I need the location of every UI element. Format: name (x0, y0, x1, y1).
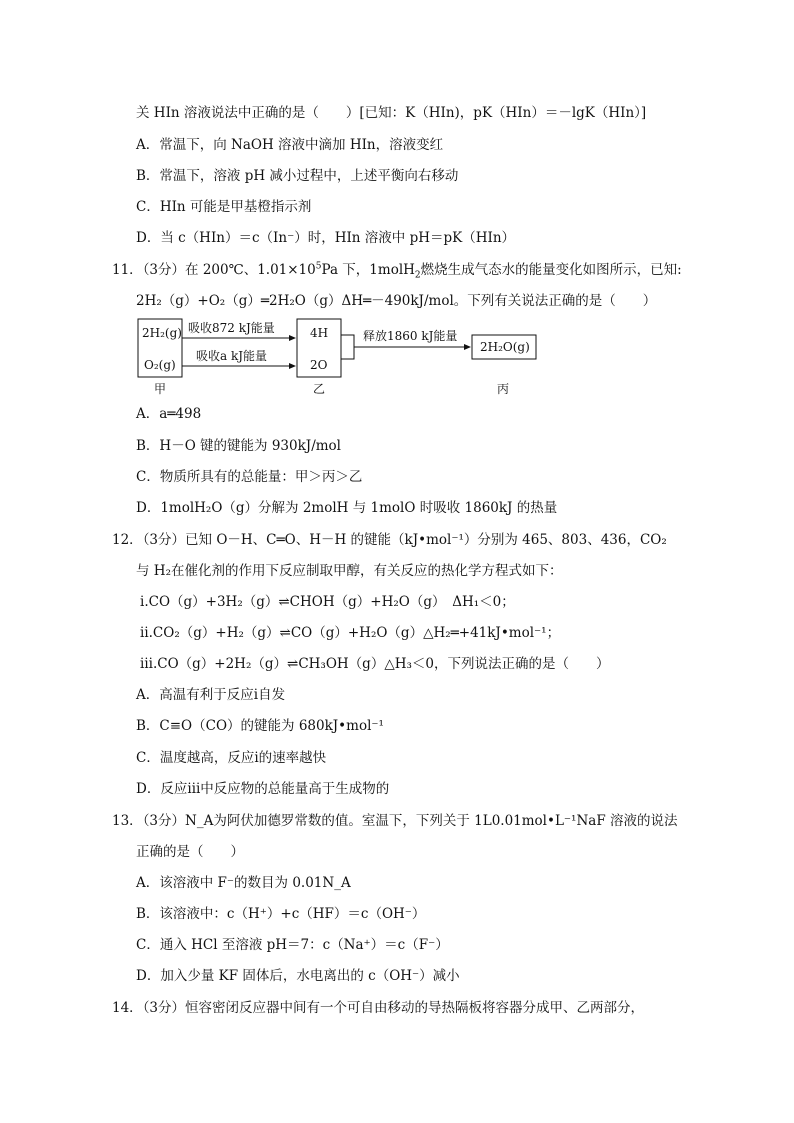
box-yi-bottom: 2O (310, 358, 328, 372)
q12-option-a: A．高温有利于反应ⅰ自发 (136, 687, 286, 703)
q12-points: （3分） (142, 532, 186, 548)
box-jia-bottom: O₂(g) (144, 358, 176, 372)
q11-option-a: A．a═498 (136, 406, 202, 422)
q13-number: 13． (112, 813, 143, 829)
bracket-yi (341, 335, 354, 359)
arrow-3-head (464, 344, 471, 350)
q10-option-d: D．当 c（HIn）＝c（In⁻）时，HIn 溶液中 pH＝pK（HIn） (136, 230, 516, 246)
box-jia-top: 2H₂(g) (142, 326, 182, 340)
q11-points: （3分） (142, 262, 186, 278)
q11-option-d: D．1molH₂O（g）分解为 2molH 与 1molO 时吸收 1860kJ 的热量 (136, 500, 558, 516)
q12-equation-i: ⅰ.CO（g）+3H₂（g）⇌CHOH（g）+H₂O（g） ΔH₁＜0； (140, 594, 515, 610)
q10-option-c: C．HIn 可能是甲基橙指示剂 (136, 199, 312, 215)
q13-points: （3分） (142, 813, 186, 829)
arrow-2-label: 吸收a kJ能量 (196, 349, 268, 363)
q11-number: 11． (112, 262, 143, 278)
label-yi: 乙 (313, 382, 326, 396)
q13-stem-line2: 正确的是（ ） (136, 844, 244, 860)
q13-stem-line1: 13．（3分）N_A为阿伏加德罗常数的值。室温下，下列关于 1L0.01mol•L⁻¹NaF 溶液的说法 (112, 813, 678, 829)
q12-equation-ii: ⅱ.CO₂（g）+H₂（g）⇌CO（g）+H₂O（g）△H₂═+41kJ•mol⁻¹； (140, 625, 561, 641)
q12-option-c: C．温度越高，反应ⅰ的速率越快 (136, 750, 327, 766)
q12-stem-line1: 12．（3分）已知 O－H、C═O、H－H 的键能（kJ•mol⁻¹）分别为 465、803、436，CO₂ (112, 532, 667, 548)
box-yi-top: 4H (310, 326, 329, 340)
q14-stem-line1: 14．（3分）恒容密闭反应器中间有一个可自由移动的导热隔板将容器分成甲、乙两部分， (112, 1000, 645, 1016)
q10-option-b: B．常温下，溶液 pH 减小过程中，上述平衡向右移动 (136, 168, 459, 184)
q11-option-c: C．物质所具有的总能量：甲＞丙＞乙 (136, 469, 363, 485)
energy-diagram (136, 318, 546, 400)
q10-stem: 关 HIn 溶液说法中正确的是（ ）[已知：K（HIn)，pK（HIn）＝－lgK（HIn）] (136, 105, 647, 121)
q14-points: （3分） (142, 1000, 186, 1016)
q14-number: 14． (112, 1000, 143, 1016)
q12-option-d: D．反应ⅲ中反应物的总能量高于生成物的 (136, 781, 390, 797)
arrow-1-head (289, 335, 296, 341)
q12-option-b: B．C≡O（CO）的键能为 680kJ•mol⁻¹ (136, 718, 384, 734)
box-bing-label: 2H₂O(g) (480, 340, 530, 354)
q13-option-a: A．该溶液中 F⁻的数目为 0.01N_A (136, 875, 351, 891)
q13-option-d: D．加入少量 KF 固体后，水电离出的 c（OH⁻）减小 (136, 968, 460, 984)
q11-stem-line2: 2H₂（g）+O₂（g）═2H₂O（g）ΔH═－490kJ/mol。下列有关说法正确的是（ ） (136, 293, 657, 309)
q12-stem-line2: 与 H₂在催化剂的作用下反应制取甲醇，有关反应的热化学方程式如下： (136, 563, 563, 579)
arrow-1-label: 吸收872 kJ能量 (188, 321, 275, 335)
q11-stem-line1: 11．（3分）在 200℃、$1.01\times 10^5Pa$ 下，1molH$_2$燃烧生成气态水的能量变化如图所示，已知: (112, 261, 682, 281)
q10-option-a: A．常温下，向 NaOH 溶液中滴加 HIn，溶液变红 (136, 137, 444, 153)
label-bing: 丙 (497, 382, 510, 396)
arrow-3-label: 释放1860 kJ能量 (363, 329, 458, 343)
arrow-2-head (289, 363, 296, 369)
q13-option-c: C．通入 HCl 至溶液 pH＝7：c（Na⁺）＝c（F⁻） (136, 937, 449, 953)
label-jia: 甲 (154, 382, 167, 396)
q13-option-b: B．该溶液中：c（H⁺）+c（HF）＝c（OH⁻） (136, 906, 426, 922)
q12-equation-iii: ⅲ.CO（g）+2H₂（g）⇌CH₃OH（g）△H₃＜0，下列说法正确的是（ ） (140, 656, 610, 672)
q12-number: 12． (112, 532, 143, 548)
q11-option-b: B．H－O 键的键能为 930kJ/mol (136, 438, 341, 454)
